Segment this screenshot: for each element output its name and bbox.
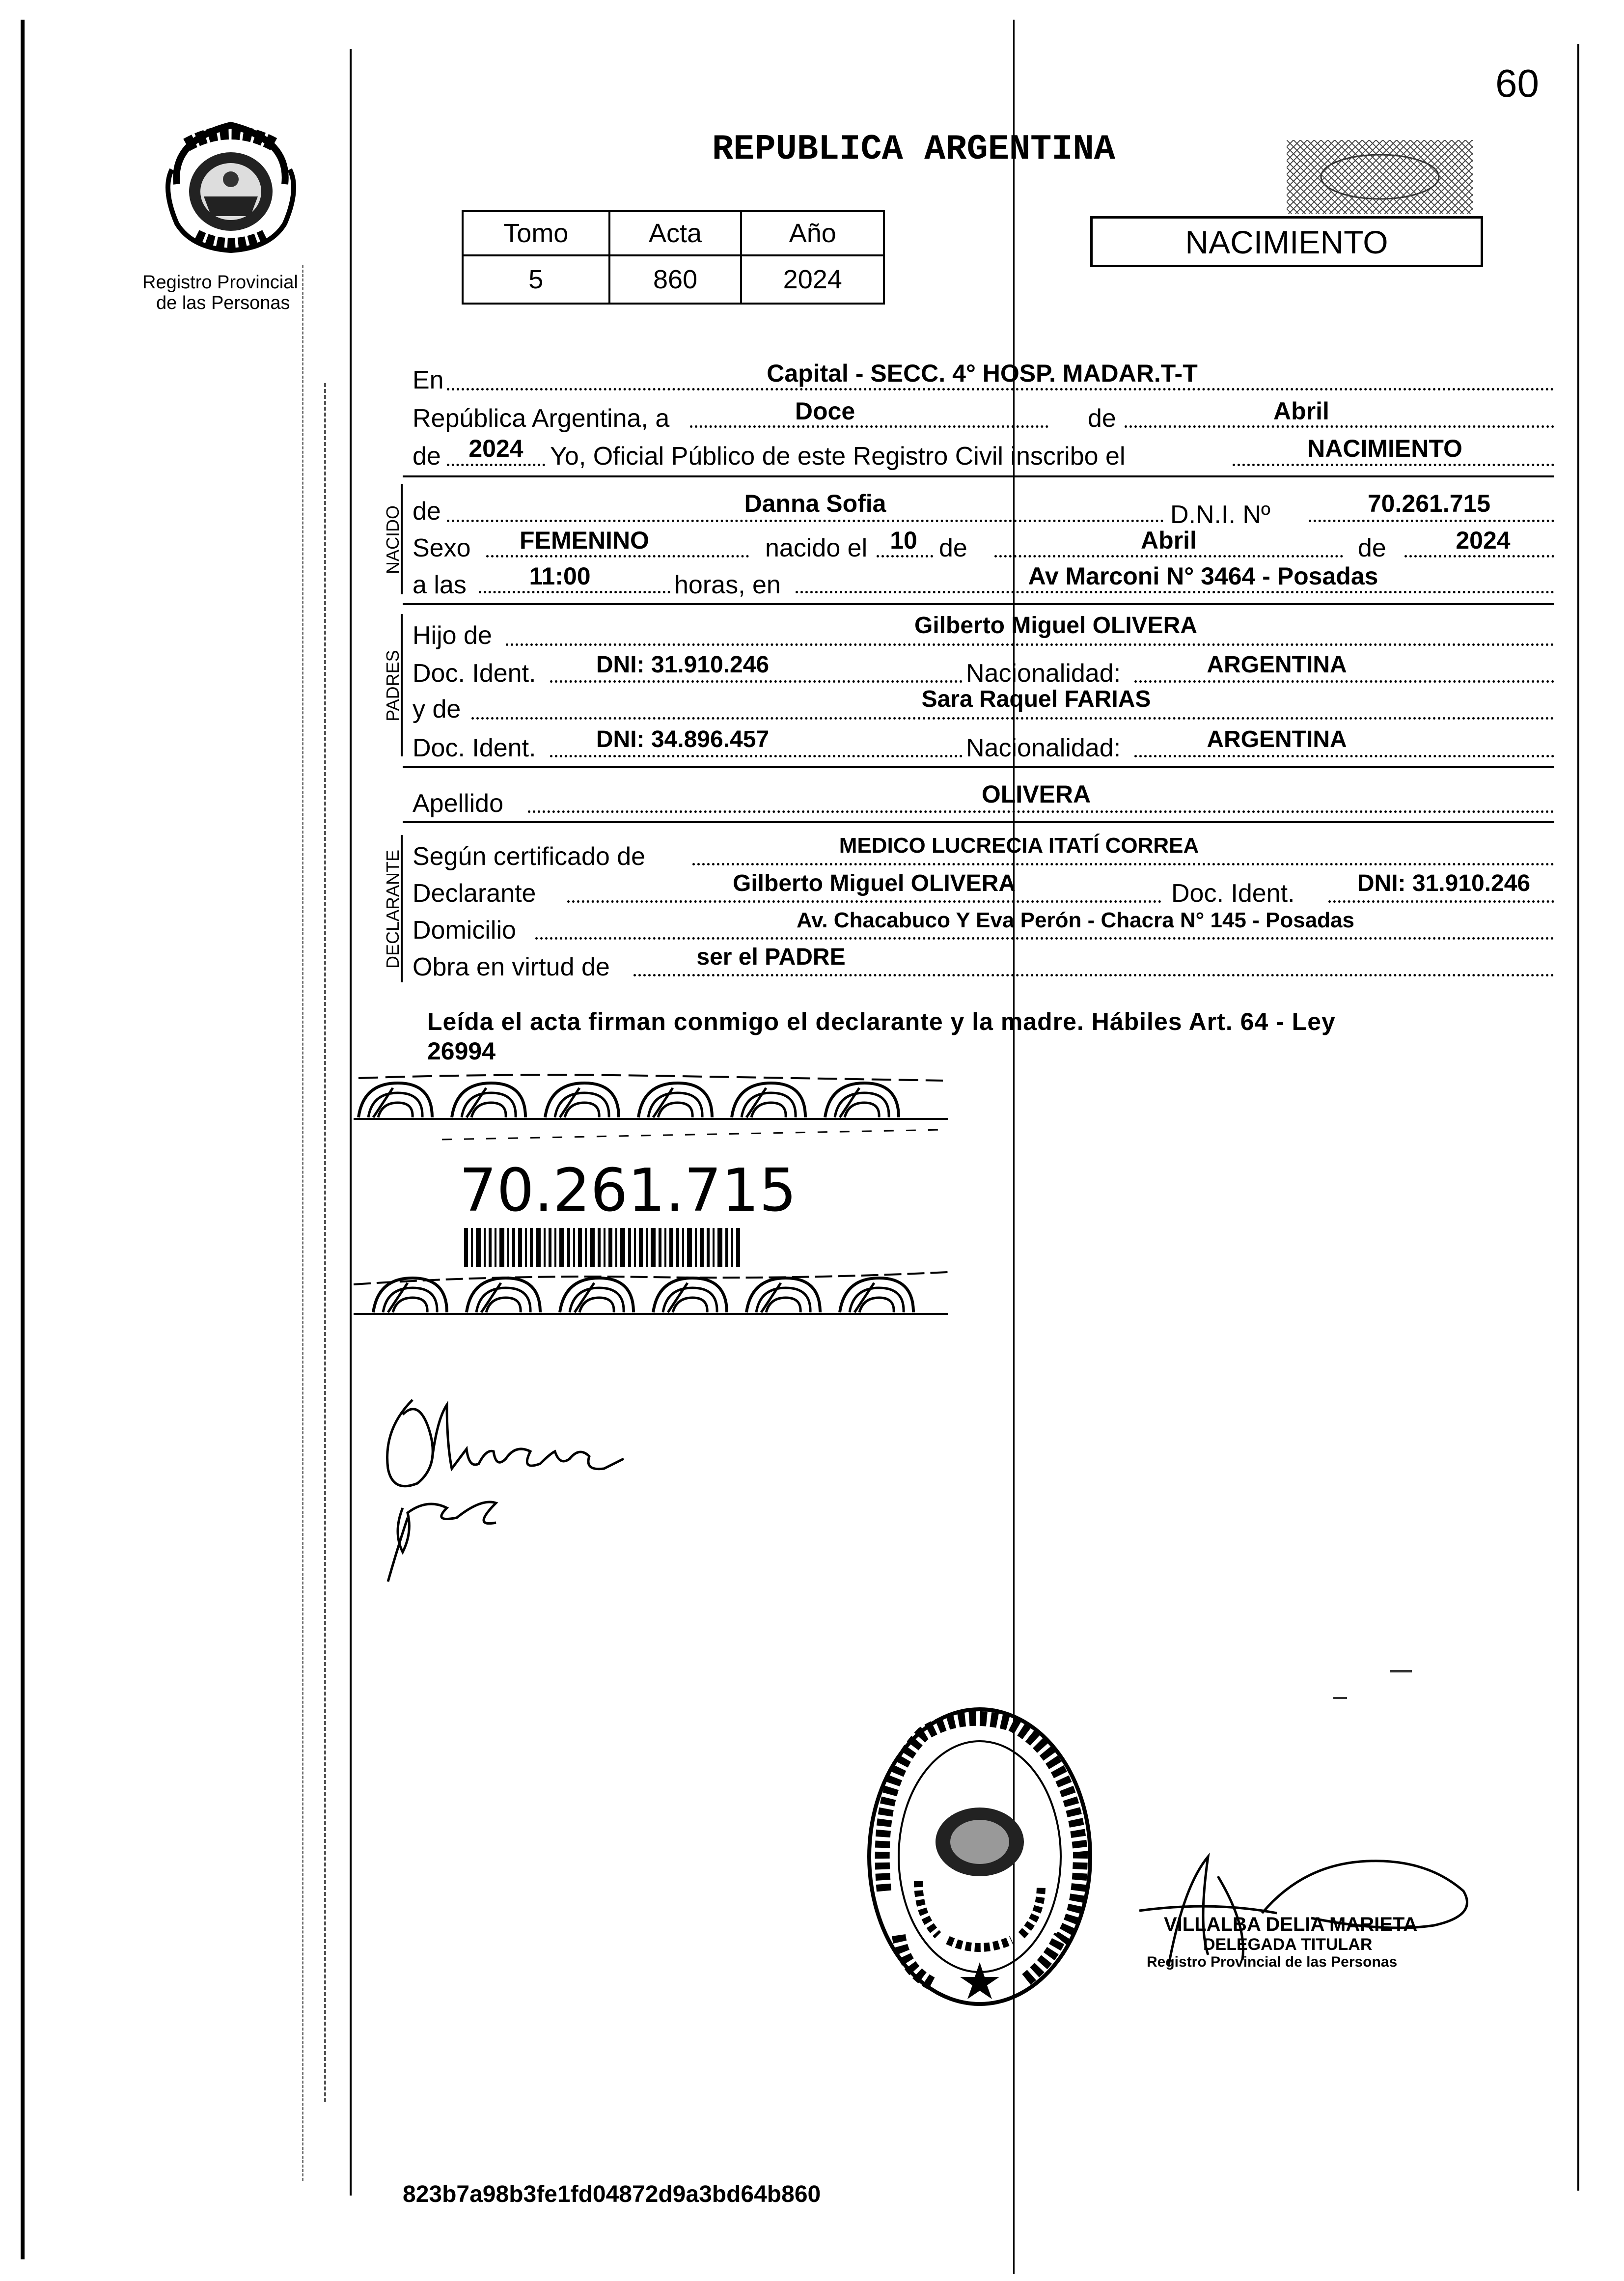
padres-section-label: PADRES — [383, 650, 403, 722]
birth-day-dots — [877, 555, 933, 557]
security-pattern — [1287, 140, 1473, 214]
hijo-de-label: Hijo de — [413, 621, 492, 650]
place-dots — [447, 388, 1554, 390]
act-type-label: NACIMIENTO — [1185, 224, 1388, 260]
declarante-section-label: DECLARANTE — [383, 849, 403, 969]
closing-text-line1: Leída el acta firman conmigo el declarante y la madre. Hábiles Art. 64 - Ley — [427, 1008, 1336, 1035]
declarante-top-rule — [403, 821, 1554, 823]
declarante-name-value: Gilberto Miguel OLIVERA — [732, 870, 1016, 896]
nacido-de-label: de — [413, 497, 441, 526]
mother-doc-dots — [550, 755, 963, 757]
apellido-value: OLIVERA — [981, 780, 1091, 808]
left-dashed-rule-2 — [302, 265, 305, 2181]
left-margin-rule — [350, 49, 352, 2196]
father-doc-value: DNI: 31.910.246 — [596, 652, 770, 678]
page-number: 60 — [1495, 61, 1539, 105]
obra-label: Obra en virtud de — [413, 953, 610, 981]
table-value-acta: 860 — [609, 255, 742, 304]
child-dni-value: 70.261.715 — [1367, 490, 1491, 517]
mother-dots — [471, 717, 1554, 720]
dni-label: D.N.I. Nº — [1170, 501, 1270, 529]
time-dots — [479, 591, 670, 593]
padres-top-rule — [403, 603, 1554, 605]
sticker-dni-number: 70.261.715 — [459, 1157, 797, 1225]
birth-day-value: 10 — [890, 527, 917, 554]
mother-nat-dots — [1134, 755, 1554, 757]
child-name-value: Danna Sofia — [744, 490, 886, 517]
year-dots — [447, 464, 545, 466]
reference-table — [462, 210, 885, 305]
record-type-dots — [1233, 464, 1554, 466]
mother-nat-value: ARGENTINA — [1207, 726, 1347, 752]
de-label-year: de — [413, 442, 441, 471]
mother-nat-label: Nacionalidad: — [966, 734, 1121, 762]
table-header-tomo: Tomo — [463, 211, 609, 255]
dni-dots — [1309, 520, 1554, 522]
nacido-de-label-2: de — [939, 534, 967, 562]
birth-month-value: Abril — [1141, 527, 1197, 554]
mother-name-value: Sara Raquel FARIAS — [921, 686, 1151, 712]
day-dots — [690, 425, 1048, 428]
nacido-section-label: NACIDO — [383, 505, 403, 575]
country-title: REPUBLICA ARGENTINA — [712, 129, 1115, 169]
left-margin-edge — [21, 20, 25, 2259]
yo-text: Yo, Oficial Público de este Registro Civil inscribo el — [550, 442, 1126, 471]
a-las-label: a las — [413, 571, 467, 599]
mother-doc-label: Doc. Ident. — [413, 734, 536, 762]
nacido-top-rule — [403, 475, 1554, 477]
year-value: 2024 — [468, 435, 523, 462]
birth-year-dots — [1404, 555, 1554, 557]
sexo-label: Sexo — [413, 534, 471, 562]
record-type-value: NACIMIENTO — [1307, 435, 1462, 462]
table-value-tomo: 5 — [463, 255, 609, 304]
father-dots — [506, 643, 1554, 646]
mother-doc-value: DNI: 34.896.457 — [596, 726, 770, 752]
nacido-el-label: nacido el — [765, 534, 868, 562]
month-dots — [1125, 425, 1554, 428]
birth-place-value: Av Marconi N° 3464 - Posadas — [1028, 562, 1378, 590]
sexo-value: FEMENINO — [520, 527, 649, 554]
declarante-doc-value: DNI: 31.910.246 — [1357, 870, 1531, 896]
y-de-label: y de — [413, 695, 461, 723]
official-role: DELEGADA TITULAR — [1203, 1935, 1373, 1954]
apellido-label: Apellido — [413, 789, 504, 818]
right-margin-rule — [1577, 44, 1579, 2191]
domicilio-dots — [535, 937, 1554, 940]
ink-mark-2 — [1333, 1697, 1347, 1699]
declarante-doc-dots — [1328, 900, 1554, 903]
father-name-value: Gilberto Miguel OLIVERA — [914, 612, 1198, 639]
official-round-stamp — [864, 1704, 1095, 2009]
table-header-ano: Año — [741, 211, 884, 255]
father-nat-dots — [1134, 680, 1554, 683]
province-seal — [157, 111, 304, 258]
declarant-signature — [373, 1385, 648, 1591]
father-doc-dots — [550, 680, 963, 683]
cert-dots — [692, 863, 1554, 865]
father-nat-value: ARGENTINA — [1207, 652, 1347, 678]
document-hash: 823b7a98b3fe1fd04872d9a3bd64b860 — [403, 2181, 821, 2207]
cert-value: MEDICO LUCRECIA ITATÍ CORREA — [839, 834, 1199, 858]
birth-place-dots — [796, 591, 1554, 593]
official-name: VILLALBA DELIA MARIETA — [1164, 1914, 1418, 1935]
place-value: Capital - SECC. 4° HOSP. MADAR.T-T — [767, 360, 1198, 387]
name-dots — [447, 520, 1164, 522]
apellido-dots — [528, 810, 1554, 813]
de-label-month: de — [1088, 404, 1116, 433]
registry-name-line2: de las Personas — [156, 293, 290, 313]
en-label: En — [413, 366, 444, 394]
ink-mark-1 — [1390, 1670, 1412, 1672]
official-org: Registro Provincial de las Personas — [1147, 1954, 1398, 1970]
table-row — [463, 255, 884, 304]
declarante-dots — [567, 900, 1161, 903]
closing-text-line2: 26994 — [427, 1037, 496, 1065]
time-value: 11:00 — [529, 562, 591, 590]
declarante-doc-label: Doc. Ident. — [1171, 879, 1295, 908]
table-value-ano: 2024 — [741, 255, 884, 304]
obra-dots — [633, 974, 1554, 976]
domicilio-value: Av. Chacabuco Y Eva Perón - Chacra N° 145 - Posadas — [797, 908, 1354, 932]
declarante-label: Declarante — [413, 879, 536, 908]
domicilio-label: Domicilio — [413, 916, 516, 945]
month-value: Abril — [1273, 397, 1329, 425]
birth-year-value: 2024 — [1456, 527, 1511, 554]
cert-label: Según certificado de — [413, 842, 646, 871]
left-dashed-rule — [324, 383, 328, 2102]
republica-label: República Argentina, a — [413, 404, 670, 433]
birth-month-dots — [994, 555, 1343, 557]
registry-name-line1: Registro Provincial — [142, 272, 298, 293]
table-header-acta: Acta — [609, 211, 742, 255]
table-header-row — [463, 211, 884, 255]
horas-label: horas, en — [674, 571, 781, 599]
father-nat-label: Nacionalidad: — [966, 659, 1121, 688]
act-type-box — [1090, 216, 1483, 267]
father-doc-label: Doc. Ident. — [413, 659, 536, 688]
obra-value: ser el PADRE — [696, 944, 846, 970]
day-value: Doce — [795, 397, 855, 425]
apellido-top-rule — [403, 766, 1554, 768]
sexo-dots — [486, 555, 749, 557]
nacido-de-label-3: de — [1358, 534, 1386, 562]
